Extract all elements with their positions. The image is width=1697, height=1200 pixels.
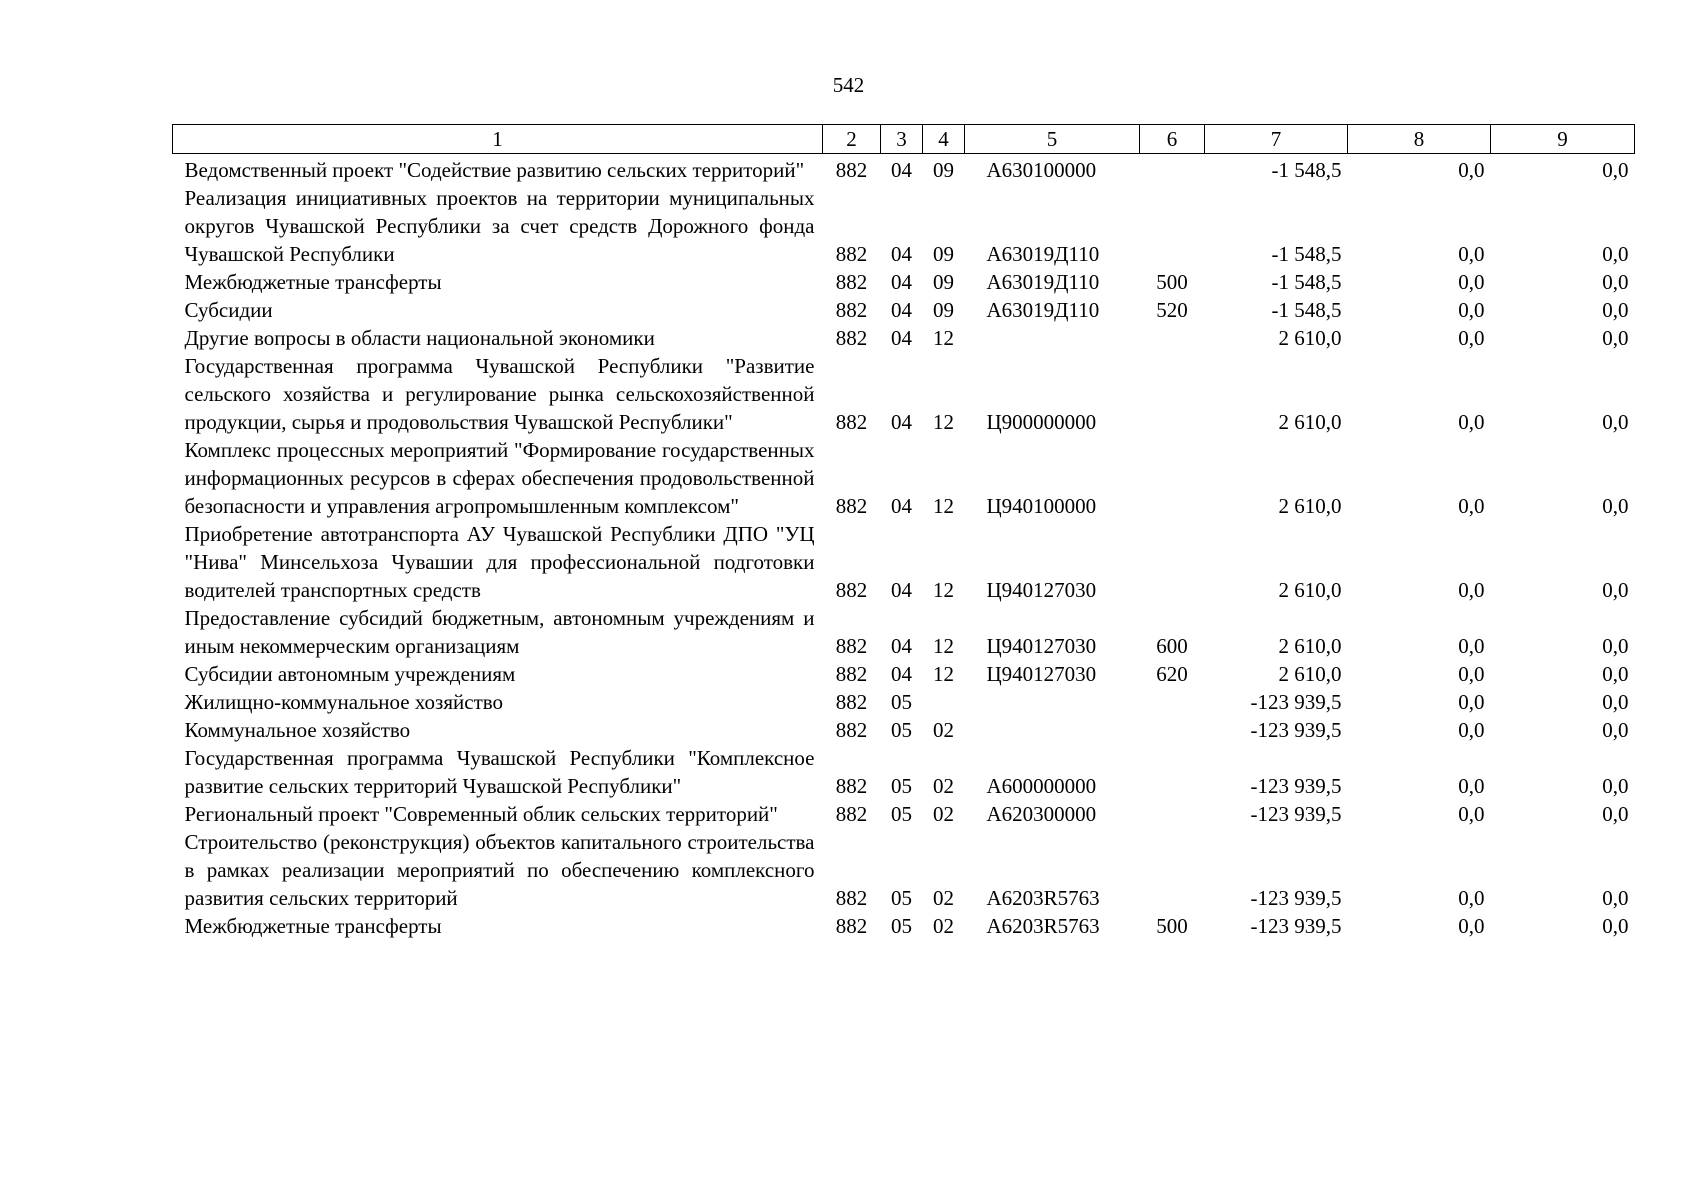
table-row	[173, 828, 1635, 912]
table-body	[173, 154, 1635, 941]
expense-type-code	[1140, 520, 1205, 604]
table-row	[173, 268, 1635, 296]
ministry-code: 882	[835, 886, 868, 910]
amount-col8: 0,0	[1458, 662, 1485, 686]
expense-type-code: 500	[1156, 914, 1188, 938]
item-name: Реализация инициативных проектов на территории муниципальных округов Чувашской Республики за счет средств Дорожного фонда Чувашской Республики	[184, 186, 815, 266]
subsection-code: 02	[933, 718, 954, 742]
ministry-code: 882	[835, 270, 868, 294]
amount-col8: 0,0	[1458, 690, 1485, 714]
item-name: Предоставление субсидий бюджетным, автономным учреждениям и иным некоммерческим организациям	[184, 606, 815, 658]
section-code: 04	[891, 662, 912, 686]
amount-col7: -1 548,5	[1271, 158, 1342, 182]
amount-col9: 0,0	[1602, 158, 1629, 182]
target-item-code	[965, 324, 1140, 352]
target-item-code: Ц940100000	[986, 494, 1097, 518]
amount-col8: 0,0	[1458, 326, 1485, 350]
amount-col8: 0,0	[1458, 802, 1485, 826]
amount-col8: 0,0	[1458, 242, 1485, 266]
amount-col7: -123 939,5	[1250, 886, 1342, 910]
ministry-code: 882	[835, 158, 868, 182]
expense-type-code: 620	[1156, 662, 1188, 686]
table-row	[173, 688, 1635, 716]
target-item-code: А600000000	[986, 774, 1097, 798]
target-item-code	[965, 716, 1140, 744]
amount-col9: 0,0	[1602, 494, 1629, 518]
column-header: 6	[1140, 125, 1205, 154]
column-header: 7	[1205, 125, 1348, 154]
column-header: 2	[823, 125, 881, 154]
amount-col7: 2 610,0	[1278, 494, 1342, 518]
table-row	[173, 184, 1635, 268]
section-code: 05	[891, 774, 912, 798]
ministry-code: 882	[835, 718, 868, 742]
amount-col9: 0,0	[1602, 690, 1629, 714]
section-code: 04	[891, 634, 912, 658]
target-item-code	[965, 688, 1140, 716]
amount-col8: 0,0	[1458, 718, 1485, 742]
table-row	[173, 296, 1635, 324]
amount-col9: 0,0	[1602, 578, 1629, 602]
amount-col9: 0,0	[1602, 802, 1629, 826]
ministry-code: 882	[835, 662, 868, 686]
section-code: 04	[891, 158, 912, 182]
section-code: 04	[891, 494, 912, 518]
table-row	[173, 436, 1635, 520]
amount-col8: 0,0	[1458, 270, 1485, 294]
header-row	[173, 125, 1635, 154]
target-item-code: А630100000	[986, 158, 1097, 182]
subsection-code: 09	[933, 158, 954, 182]
table-row	[173, 352, 1635, 436]
subsection-code: 02	[933, 914, 954, 938]
expense-type-code	[1140, 436, 1205, 520]
amount-col7: 2 610,0	[1278, 662, 1342, 686]
amount-col8: 0,0	[1458, 410, 1485, 434]
amount-col9: 0,0	[1602, 662, 1629, 686]
target-item-code: Ц940127030	[986, 578, 1097, 602]
section-code: 05	[891, 914, 912, 938]
item-name: Коммунальное хозяйство	[184, 718, 411, 742]
subsection-code: 02	[933, 774, 954, 798]
section-code: 04	[891, 298, 912, 322]
amount-col9: 0,0	[1602, 774, 1629, 798]
amount-col8: 0,0	[1458, 298, 1485, 322]
item-name: Ведомственный проект "Содействие развитию сельских территорий"	[184, 158, 805, 182]
amount-col7: 2 610,0	[1278, 578, 1342, 602]
section-code: 04	[891, 270, 912, 294]
amount-col8: 0,0	[1458, 774, 1485, 798]
item-name: Межбюджетные трансферты	[184, 914, 442, 938]
amount-col9: 0,0	[1602, 410, 1629, 434]
subsection-code: 12	[933, 494, 954, 518]
amount-col9: 0,0	[1602, 914, 1629, 938]
expense-type-code	[1140, 688, 1205, 716]
amount-col9: 0,0	[1602, 270, 1629, 294]
page-number: 542	[832, 73, 865, 97]
item-name: Государственная программа Чувашской Республики "Комплексное развитие сельских территорий Чувашской Республики"	[184, 746, 815, 798]
table-header	[173, 125, 1635, 154]
ministry-code: 882	[835, 578, 868, 602]
ministry-code: 882	[835, 914, 868, 938]
amount-col9: 0,0	[1602, 718, 1629, 742]
subsection-code: 02	[933, 802, 954, 826]
subsection-code: 02	[933, 886, 954, 910]
target-item-code: А6203R5763	[986, 914, 1100, 938]
amount-col7: -1 548,5	[1271, 242, 1342, 266]
subsection-code	[923, 688, 965, 716]
amount-col7: 2 610,0	[1278, 326, 1342, 350]
subsection-code: 12	[933, 662, 954, 686]
table-row	[173, 660, 1635, 688]
amount-col8: 0,0	[1458, 886, 1485, 910]
expense-type-code	[1140, 800, 1205, 828]
table-row	[173, 912, 1635, 940]
subsection-code: 09	[933, 270, 954, 294]
table-row	[173, 520, 1635, 604]
table-row	[173, 154, 1635, 185]
item-name: Государственная программа Чувашской Республики "Развитие сельского хозяйства и регулирование рынка сельскохозяйственной продукции, сырья и продовольствия Чувашской Республики"	[184, 354, 815, 434]
amount-col9: 0,0	[1602, 886, 1629, 910]
item-name: Субсидии автономным учреждениям	[184, 662, 516, 686]
item-name: Строительство (реконструкция) объектов капитального строительства в рамках реализации мероприятий по обеспечению комплексного развития сельских территорий	[184, 830, 815, 910]
ministry-code: 882	[835, 802, 868, 826]
amount-col7: 2 610,0	[1278, 634, 1342, 658]
ministry-code: 882	[835, 634, 868, 658]
subsection-code: 12	[933, 326, 954, 350]
table-row	[173, 716, 1635, 744]
target-item-code: Ц900000000	[986, 410, 1097, 434]
column-header: 8	[1348, 125, 1491, 154]
item-name: Межбюджетные трансферты	[184, 270, 442, 294]
target-item-code: Ц940127030	[986, 662, 1097, 686]
column-header: 1	[173, 125, 823, 154]
ministry-code: 882	[835, 298, 868, 322]
amount-col7: -123 939,5	[1250, 718, 1342, 742]
subsection-code: 09	[933, 298, 954, 322]
column-header: 3	[881, 125, 923, 154]
target-item-code: А6203R5763	[986, 886, 1100, 910]
amount-col9: 0,0	[1602, 242, 1629, 266]
ministry-code: 882	[835, 326, 868, 350]
column-header: 5	[965, 125, 1140, 154]
column-header: 4	[923, 125, 965, 154]
expense-type-code	[1140, 324, 1205, 352]
ministry-code: 882	[835, 410, 868, 434]
expense-type-code	[1140, 154, 1205, 185]
amount-col8: 0,0	[1458, 634, 1485, 658]
amount-col8: 0,0	[1458, 494, 1485, 518]
subsection-code: 09	[933, 242, 954, 266]
table-row	[173, 744, 1635, 800]
amount-col7: -123 939,5	[1250, 914, 1342, 938]
item-name: Региональный проект "Современный облик сельских территорий"	[184, 802, 778, 826]
amount-col9: 0,0	[1602, 634, 1629, 658]
amount-col8: 0,0	[1458, 158, 1485, 182]
section-code: 05	[891, 690, 912, 714]
expense-type-code	[1140, 716, 1205, 744]
item-name: Субсидии	[184, 298, 273, 322]
section-code: 04	[891, 410, 912, 434]
expense-type-code	[1140, 828, 1205, 912]
table-row	[173, 324, 1635, 352]
column-header: 9	[1491, 125, 1635, 154]
subsection-code: 12	[933, 578, 954, 602]
expense-type-code	[1140, 184, 1205, 268]
target-item-code: А63019Д110	[986, 242, 1100, 266]
budget-table	[172, 124, 1635, 940]
amount-col7: -123 939,5	[1250, 690, 1342, 714]
item-name: Комплекс процессных мероприятий "Формирование государственных информационных ресурсов в сферах обеспечения продовольственной безопасности и управления агропромышленным комплексом"	[184, 438, 815, 518]
ministry-code: 882	[835, 494, 868, 518]
ministry-code: 882	[835, 774, 868, 798]
expense-type-code: 520	[1156, 298, 1188, 322]
section-code: 04	[891, 578, 912, 602]
section-code: 05	[891, 886, 912, 910]
target-item-code: Ц940127030	[986, 634, 1097, 658]
item-name: Жилищно-коммунальное хозяйство	[184, 690, 504, 714]
amount-col8: 0,0	[1458, 578, 1485, 602]
expense-type-code: 500	[1156, 270, 1188, 294]
amount-col7: -123 939,5	[1250, 802, 1342, 826]
expense-type-code	[1140, 744, 1205, 800]
ministry-code: 882	[835, 242, 868, 266]
target-item-code: А63019Д110	[986, 270, 1100, 294]
item-name: Другие вопросы в области национальной экономики	[184, 326, 655, 350]
amount-col7: 2 610,0	[1278, 410, 1342, 434]
subsection-code: 12	[933, 634, 954, 658]
table-row	[173, 604, 1635, 660]
ministry-code: 882	[835, 690, 868, 714]
amount-col7: -1 548,5	[1271, 270, 1342, 294]
target-item-code: А620300000	[986, 802, 1097, 826]
table-row	[173, 800, 1635, 828]
section-code: 05	[891, 718, 912, 742]
expense-type-code	[1140, 352, 1205, 436]
section-code: 04	[891, 242, 912, 266]
section-code: 05	[891, 802, 912, 826]
amount-col8: 0,0	[1458, 914, 1485, 938]
expense-type-code: 600	[1156, 634, 1188, 658]
amount-col7: -1 548,5	[1271, 298, 1342, 322]
item-name: Приобретение автотранспорта АУ Чувашской Республики ДПО "УЦ "Нива" Минсельхоза Чувашии для профессиональной подготовки водителей транспортных средств	[184, 522, 815, 602]
amount-col9: 0,0	[1602, 326, 1629, 350]
amount-col9: 0,0	[1602, 298, 1629, 322]
target-item-code: А63019Д110	[986, 298, 1100, 322]
amount-col7: -123 939,5	[1250, 774, 1342, 798]
subsection-code: 12	[933, 410, 954, 434]
section-code: 04	[891, 326, 912, 350]
